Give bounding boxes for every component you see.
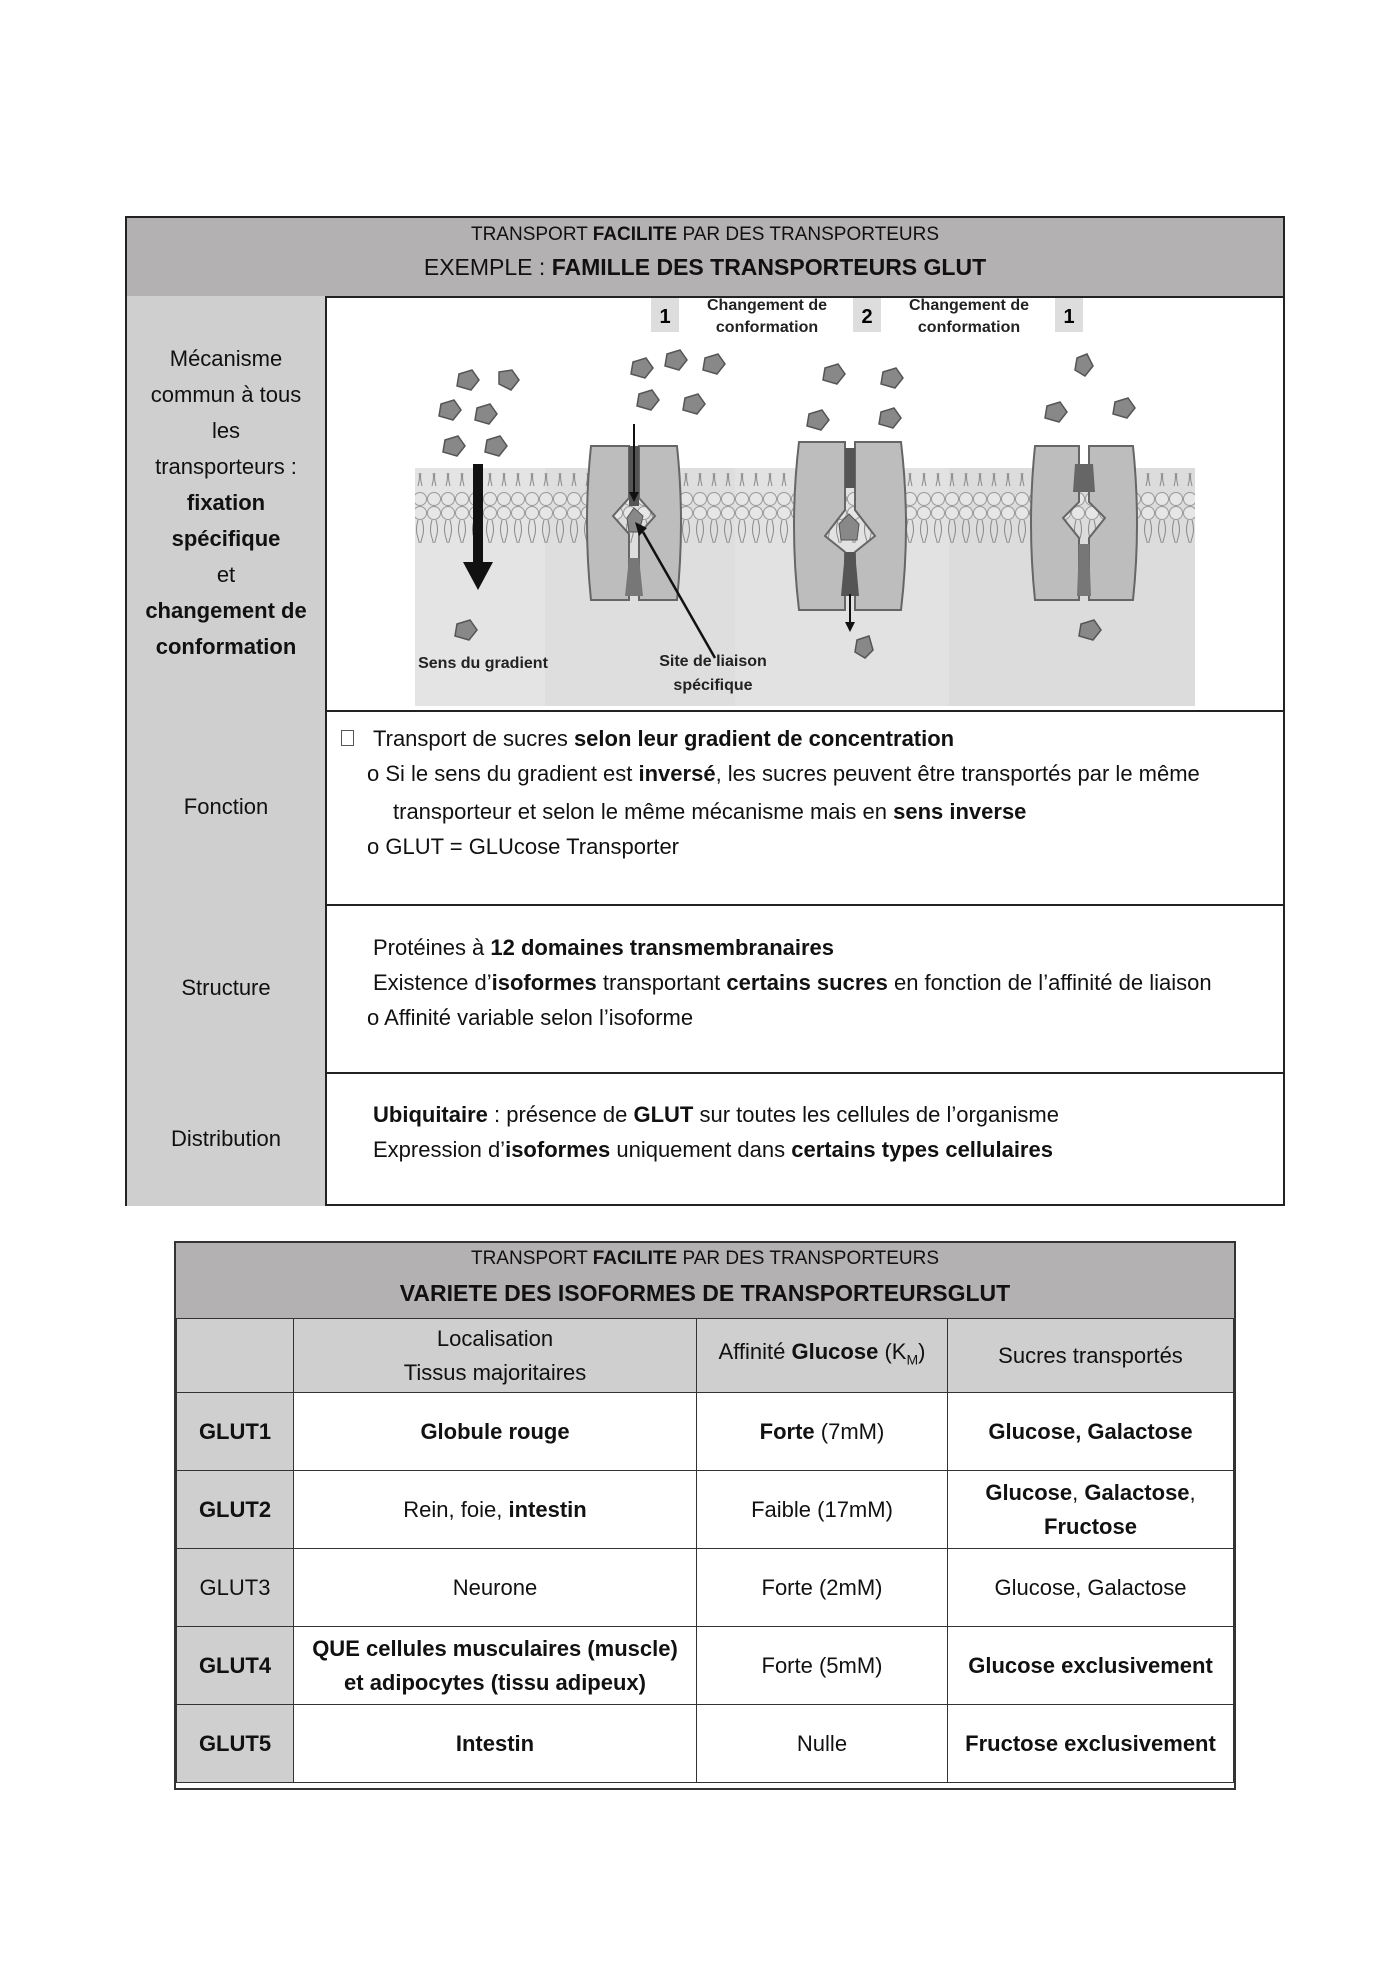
isoform-sugars: Glucose, Galactose [948,1549,1234,1627]
distribution-label: Distribution [127,1072,327,1206]
glut-transport-diagram [329,296,1285,708]
table-row [177,1393,1234,1471]
isoform-affinity: Faible (17mM) [697,1471,948,1549]
isoform-localisation: Neurone [294,1549,697,1627]
step-1b-label: 1 [1063,306,1075,328]
isoform-name: GLUT2 [177,1471,294,1549]
structure-line1: Protéines à 12 domaines transmembranaires [373,935,835,960]
corner-cell [177,1319,294,1393]
fonction-line4: o GLUT = GLUcose Transporter [367,834,680,859]
step-1-label: 1 [659,306,671,328]
row-distribution [127,1072,1283,1206]
structure-line3: o Affinité variable selon l’isoforme [367,1005,694,1030]
transporter-2 [794,442,906,632]
isoform-sugars: Glucose, Galactose, Fructose [948,1471,1234,1549]
change-conformation-1-l1: Changement de [706,297,828,314]
row-structure [127,904,1283,1074]
table2-header [176,1243,1234,1320]
table-row [177,1705,1234,1783]
row-fonction [127,710,1283,906]
table2-header-line1: TRANSPORT FACILITE PAR DES TRANSPORTEURS [470,1248,940,1269]
distribution-line2: Expression d’isoformes uniquement dans certains types cellulaires [373,1137,1053,1162]
table2-header-line2: VARIETE DES ISOFORMES DE TRANSPORTEURSGLUT [399,1280,1011,1306]
isoform-name: GLUT3 [177,1549,294,1627]
isoform-name: GLUT5 [177,1705,294,1783]
isoform-name: GLUT1 [177,1393,294,1471]
change-conformation-1-l2: conformation [715,319,819,336]
fonction-line2: o Si le sens du gradient est inversé, les sucres peuvent être transportés par le même [367,761,1200,786]
isoform-localisation: Intestin [294,1705,697,1783]
gradient-label: Sens du gradient [418,655,548,672]
table1-header-line2: EXEMPLE : FAMILLE DES TRANSPORTEURS GLUT [423,254,987,280]
col-sugars: Sucres transportés [948,1319,1234,1393]
isoforms-grid [176,1318,1234,1783]
fonction-line1: Transport de sucres selon leur gradient de concentration [373,726,955,751]
distribution-content [329,1072,1283,1206]
fonction-label: Fonction [127,710,327,904]
mecanisme-label: Mécanisme commun à tous les transporteurs : fixation spécifique et changement de conformation [127,296,327,710]
fonction-line3: transporteur et selon le même mécanisme mais en sens inverse [393,799,1027,824]
isoform-affinity: Nulle [697,1705,948,1783]
isoform-localisation: QUE cellules musculaires (muscle) et adipocytes (tissu adipeux) [294,1627,697,1705]
mecanisme-figure [329,296,1283,710]
row-mecanisme [127,296,1283,712]
isoform-sugars: Glucose exclusivement [948,1627,1234,1705]
structure-content [329,904,1283,1072]
isoform-sugars: Fructose exclusivement [948,1705,1234,1783]
change-conformation-2-l2: conformation [917,319,1021,336]
isoform-name: GLUT4 [177,1627,294,1705]
table-row [177,1627,1234,1705]
col-localisation: Localisation Tissus majoritaires [294,1319,697,1393]
table-row [177,1471,1234,1549]
isoform-localisation: Globule rouge [294,1393,697,1471]
structure-label: Structure [127,904,327,1072]
glut-isoforms-table [174,1241,1236,1790]
structure-line2: Existence d’isoformes transportant certains sucres en fonction de l’affinité de liaison [373,970,1212,995]
isoform-affinity: Forte (5mM) [697,1627,948,1705]
isoforms-header-row [177,1319,1234,1393]
fonction-content [329,710,1283,904]
col-affinity: Affinité Glucose $(K_M)$ [697,1319,948,1393]
binding-site-label-l2: spécifique [673,677,753,694]
glut-family-table [125,216,1285,1206]
table1-header [127,218,1283,298]
distribution-line1: Ubiquitaire : présence de GLUT sur toutes les cellules de l’organisme [373,1102,1059,1127]
isoform-affinity: Forte (2mM) [697,1549,948,1627]
isoform-sugars: Glucose, Galactose [948,1393,1234,1471]
step-2-label: 2 [861,306,873,328]
binding-site-label-l1: Site de liaison [659,653,767,670]
checkbox-bullet-icon [341,730,354,746]
isoform-affinity: Forte (7mM) [697,1393,948,1471]
table1-header-line1: TRANSPORT FACILITE PAR DES TRANSPORTEURS [470,224,940,245]
table-row [177,1549,1234,1627]
change-conformation-2-l1: Changement de [908,297,1030,314]
isoform-localisation: Rein, foie, intestin [294,1471,697,1549]
